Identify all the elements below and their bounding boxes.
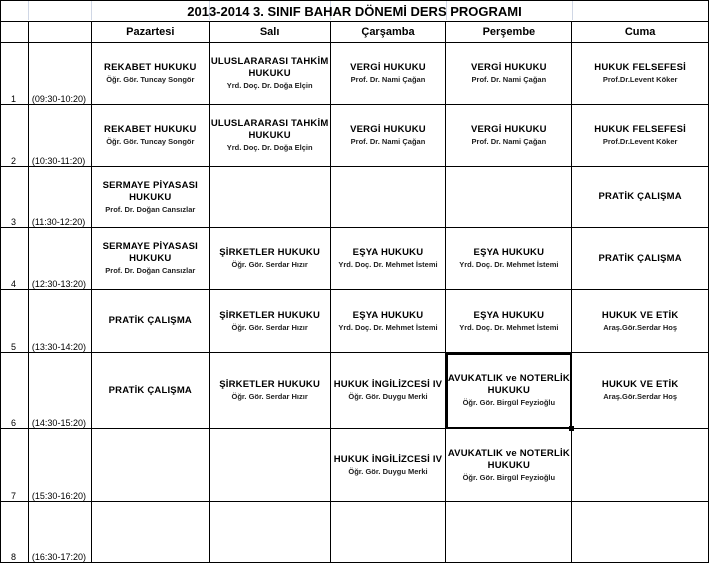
- instructor-name: Prof. Dr. Doğan Cansızlar: [105, 266, 196, 275]
- course-name: REKABET HUKUKU: [104, 62, 197, 73]
- course-name: PRATİK ÇALIŞMA: [108, 315, 192, 326]
- schedule-cell-pazartesi[interactable]: [91, 167, 209, 228]
- header-cell-time[interactable]: [28, 22, 91, 43]
- instructor-name: Öğr. Gör. Tuncay Songör: [106, 75, 195, 84]
- schedule-cell-persembe[interactable]: [446, 228, 572, 290]
- schedule-cell-carsamba[interactable]: [330, 429, 446, 502]
- schedule-cell-cuma[interactable]: [572, 43, 709, 105]
- instructor-name: Öğr. Gör. Tuncay Songör: [106, 137, 195, 146]
- day-header-pazartesi[interactable]: Pazartesi: [91, 22, 209, 43]
- table-row: [1, 353, 709, 429]
- instructor-name: Öğr. Gör. Serdar Hızır: [231, 260, 308, 269]
- course-name: VERGİ HUKUKU: [470, 124, 547, 135]
- instructor-name: Öğr. Gör. Serdar Hızır: [231, 392, 308, 401]
- table-row: [1, 429, 709, 502]
- course-name: ŞİRKETLER HUKUKU: [219, 247, 321, 258]
- course-name: PRATİK ÇALIŞMA: [598, 252, 682, 264]
- course-name: HUKUK İNGİLİZCESİ IV: [333, 453, 443, 465]
- instructor-name: Prof. Dr. Nami Çağan: [350, 75, 426, 84]
- course-name: ŞİRKETLER HUKUKU: [219, 379, 321, 390]
- period-number[interactable]: 3: [1, 167, 29, 228]
- schedule-cell-sali[interactable]: [209, 502, 330, 563]
- instructor-name: Prof. Dr. Nami Çağan: [471, 137, 547, 146]
- schedule-cell-cuma[interactable]: [572, 353, 709, 429]
- instructor-name: Yrd. Doç. Dr. Mehmet İstemi: [338, 322, 438, 332]
- instructor-name: Prof.Dr.Levent Köker: [602, 75, 678, 84]
- instructor-name: Araş.Gör.Serdar Hoş: [603, 392, 678, 401]
- schedule-cell-pazartesi[interactable]: [91, 429, 209, 502]
- schedule-cell-carsamba[interactable]: [330, 228, 446, 290]
- schedule-cell-cuma[interactable]: [572, 167, 709, 228]
- course-name: HUKUK İNGİLİZCESİ IV: [333, 379, 443, 390]
- course-name: SERMAYE PİYASASI HUKUKU: [102, 241, 199, 264]
- period-number[interactable]: 6: [1, 353, 29, 429]
- page-title[interactable]: 2013-2014 3. SINIF BAHAR DÖNEMİ DERS PROGRAMI: [1, 1, 709, 22]
- table-row: [1, 290, 709, 353]
- schedule-cell-sali[interactable]: [209, 43, 330, 105]
- instructor-name: Prof. Dr. Nami Çağan: [471, 75, 547, 84]
- instructor-name: Öğr. Gör. Serdar Hızır: [231, 322, 308, 332]
- table-row: [1, 167, 709, 228]
- schedule-cell-pazartesi[interactable]: [91, 228, 209, 290]
- period-number[interactable]: 7: [1, 429, 29, 502]
- table-row: [1, 502, 709, 563]
- period-number[interactable]: 5: [1, 290, 29, 353]
- selection-fill-handle[interactable]: [569, 426, 574, 431]
- period-number[interactable]: 1: [1, 43, 29, 105]
- course-name: EŞYA HUKUKU: [352, 247, 424, 258]
- instructor-name: Yrd. Doç. Dr. Mehmet İstemi: [459, 322, 559, 332]
- day-header-cuma[interactable]: Cuma: [572, 22, 709, 43]
- instructor-name: Öğr. Gör. Birgül Feyzioğlu: [462, 398, 556, 407]
- schedule-cell-persembe[interactable]: [446, 429, 572, 502]
- schedule-cell-carsamba[interactable]: [330, 43, 446, 105]
- schedule-cell-carsamba[interactable]: [330, 353, 446, 429]
- header-cell-num[interactable]: [1, 22, 29, 43]
- period-time[interactable]: (12:30-13:20): [28, 228, 91, 290]
- schedule-cell-cuma[interactable]: [572, 502, 709, 563]
- table-row: [1, 105, 709, 167]
- course-name: HUKUK FELSEFESİ: [594, 124, 686, 135]
- period-time[interactable]: (14:30-15:20): [28, 353, 91, 429]
- period-time[interactable]: (16:30-17:20): [28, 502, 91, 563]
- course-name: HUKUK VE ETİK: [601, 309, 679, 321]
- schedule-cell-carsamba[interactable]: [330, 167, 446, 228]
- schedule-cell-sali[interactable]: [209, 105, 330, 167]
- day-header-sali[interactable]: Salı: [209, 22, 330, 43]
- schedule-cell-cuma[interactable]: [572, 429, 709, 502]
- schedule-cell-persembe[interactable]: [446, 167, 572, 228]
- course-name: EŞYA HUKUKU: [473, 309, 545, 321]
- course-name: ULUSLARARASI TAHKİM HUKUKU: [210, 56, 329, 79]
- period-number[interactable]: 4: [1, 228, 29, 290]
- table-row: [1, 228, 709, 290]
- course-name: EŞYA HUKUKU: [352, 309, 424, 321]
- schedule-cell-sali[interactable]: [209, 228, 330, 290]
- course-name: AVUKATLIK ve NOTERLİK HUKUKU: [447, 373, 570, 396]
- course-name: ULUSLARARASI TAHKİM HUKUKU: [210, 118, 329, 141]
- schedule-cell-pazartesi[interactable]: [91, 43, 209, 105]
- day-header-carsamba[interactable]: Çarşamba: [330, 22, 446, 43]
- period-number[interactable]: 2: [1, 105, 29, 167]
- course-name: HUKUK FELSEFESİ: [594, 62, 686, 73]
- schedule-cell-sali[interactable]: [209, 167, 330, 228]
- schedule-cell-carsamba[interactable]: [330, 502, 446, 563]
- schedule-cell-persembe[interactable]: [446, 502, 572, 563]
- course-name: VERGİ HUKUKU: [470, 62, 547, 73]
- schedule-cell-carsamba[interactable]: [330, 290, 446, 353]
- course-name: VERGİ HUKUKU: [350, 62, 426, 73]
- course-name: HUKUK VE ETİK: [601, 379, 679, 390]
- course-name: VERGİ HUKUKU: [350, 124, 426, 135]
- period-time[interactable]: (11:30-12:20): [28, 167, 91, 228]
- schedule-cell-persembe[interactable]: [446, 43, 572, 105]
- schedule-cell-persembe[interactable]: [446, 290, 572, 353]
- header-row: [1, 22, 709, 43]
- period-number[interactable]: 8: [1, 502, 29, 563]
- instructor-name: Prof. Dr. Doğan Cansızlar: [105, 204, 196, 214]
- day-header-persembe[interactable]: Perşembe: [446, 22, 572, 43]
- instructor-name: Öğr. Gör. Birgül Feyzioğlu: [462, 472, 556, 482]
- instructor-name: Yrd. Doç. Dr. Doğa Elçin: [226, 143, 313, 152]
- table-row: [1, 43, 709, 105]
- period-time[interactable]: (10:30-11:20): [28, 105, 91, 167]
- schedule-cell-cuma[interactable]: [572, 290, 709, 353]
- period-time[interactable]: (09:30-10:20): [28, 43, 91, 105]
- instructor-name: Yrd. Doç. Dr. Mehmet İstemi: [459, 260, 559, 269]
- schedule-cell-carsamba[interactable]: [330, 105, 446, 167]
- period-time[interactable]: (13:30-14:20): [28, 290, 91, 353]
- instructor-name: Yrd. Doç. Dr. Mehmet İstemi: [338, 260, 438, 269]
- schedule-cell-cuma[interactable]: [572, 105, 709, 167]
- instructor-name: Yrd. Doç. Dr. Doğa Elçin: [226, 81, 313, 90]
- course-name: EŞYA HUKUKU: [473, 247, 545, 258]
- instructor-name: Araş.Gör.Serdar Hoş: [603, 322, 678, 332]
- course-name: REKABET HUKUKU: [104, 124, 197, 135]
- schedule-cell-persembe[interactable]: [446, 105, 572, 167]
- course-name: PRATİK ÇALIŞMA: [108, 384, 192, 396]
- period-time[interactable]: (15:30-16:20): [28, 429, 91, 502]
- schedule-cell-persembe[interactable]: [446, 353, 572, 429]
- course-name: AVUKATLIK ve NOTERLİK HUKUKU: [447, 447, 570, 471]
- instructor-name: Prof.Dr.Levent Köker: [602, 137, 678, 146]
- schedule-cell-sali[interactable]: [209, 290, 330, 353]
- course-name: ŞİRKETLER HUKUKU: [219, 309, 321, 321]
- course-name: PRATİK ÇALIŞMA: [598, 191, 682, 202]
- instructor-name: Öğr. Gör. Duygu Merki: [348, 392, 428, 401]
- schedule-cell-pazartesi[interactable]: [91, 290, 209, 353]
- schedule-cell-pazartesi[interactable]: [91, 353, 209, 429]
- schedule-cell-sali[interactable]: [209, 353, 330, 429]
- instructor-name: Öğr. Gör. Duygu Merki: [348, 466, 428, 476]
- schedule-cell-cuma[interactable]: [572, 228, 709, 290]
- schedule-cell-pazartesi[interactable]: [91, 105, 209, 167]
- schedule-cell-pazartesi[interactable]: [91, 502, 209, 563]
- instructor-name: Prof. Dr. Nami Çağan: [350, 137, 426, 146]
- course-name: SERMAYE PİYASASI HUKUKU: [102, 179, 199, 203]
- schedule-cell-sali[interactable]: [209, 429, 330, 502]
